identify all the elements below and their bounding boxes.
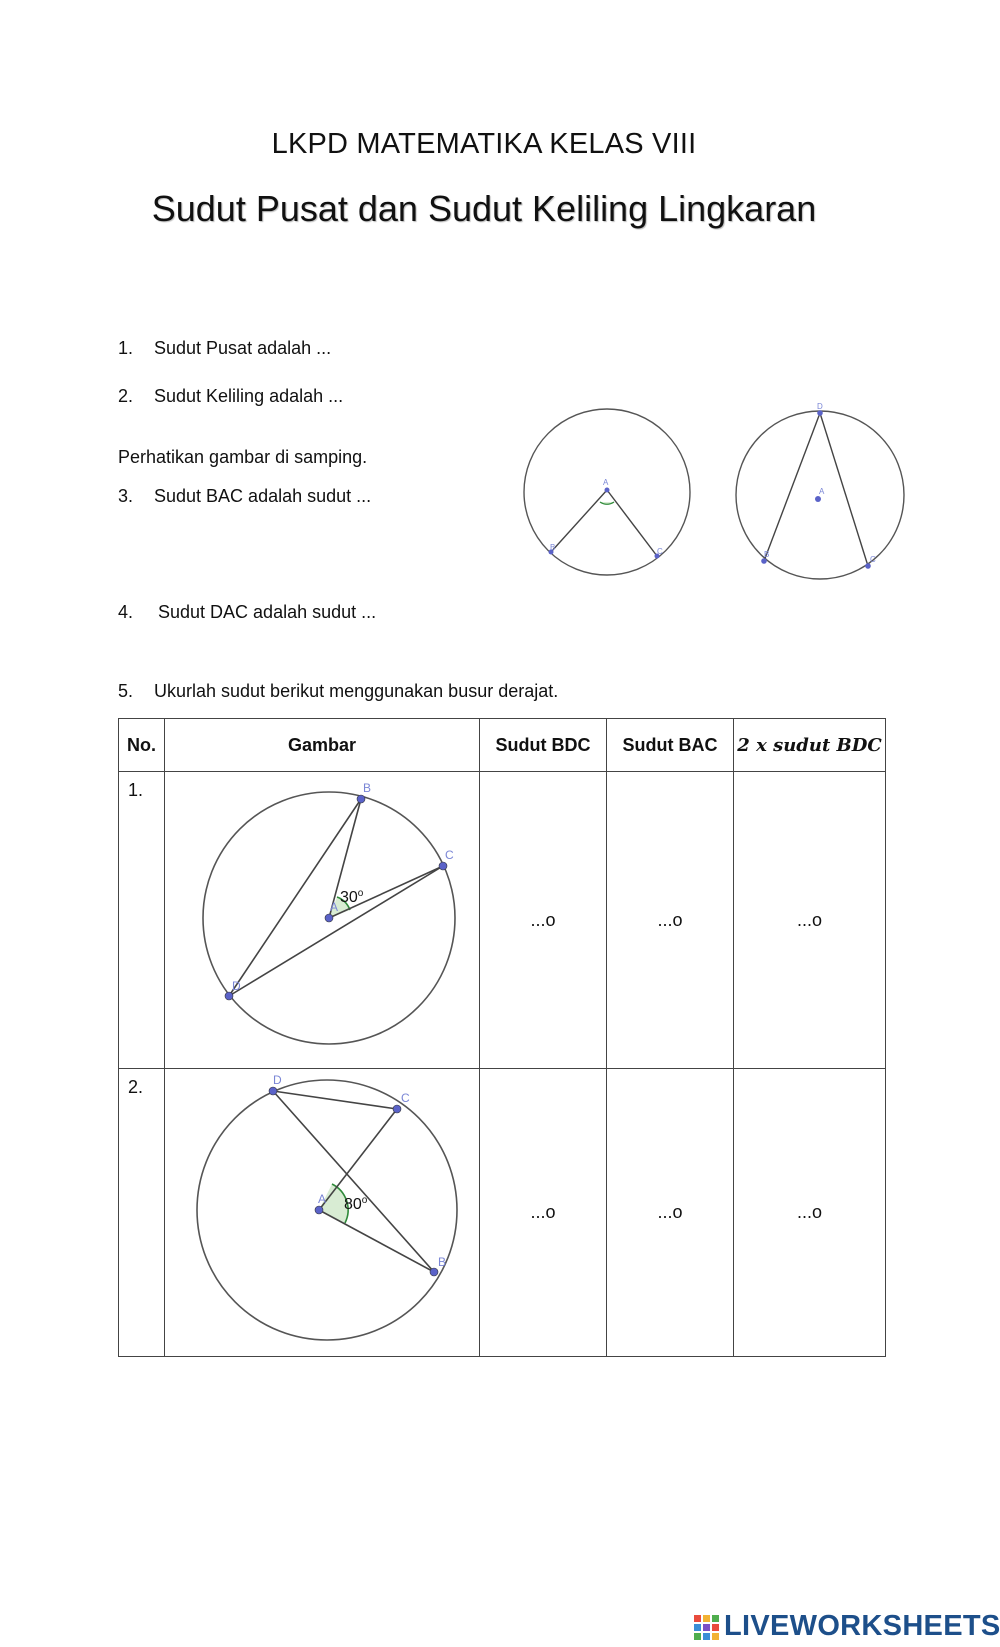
logo-text: LIVEWORKSHEETS [724,1610,1000,1642]
question-text: Sudut BAC adalah sudut ... [154,486,372,506]
instruction-text: Perhatikan gambar di samping. [118,447,368,467]
label-a: A [819,487,825,496]
label-d: D [273,1073,282,1087]
question-number: 4. [118,602,134,622]
point-d [817,410,823,416]
question-3 [118,486,371,507]
answer-sudut-bdc[interactable]: ...o [480,1069,607,1357]
logo-icon [694,1615,720,1641]
point-a [605,488,610,493]
question-5 [118,681,558,702]
header-no: No. [119,719,165,772]
label-a: A [330,900,339,914]
label-d: D [232,979,241,993]
row-number: 1. [119,772,165,1069]
question-2 [118,386,343,407]
point-b [761,558,767,564]
label-c: C [870,555,876,564]
question-number: 5. [118,681,134,701]
question-4 [118,602,376,623]
table-header-row [119,719,886,772]
point-a [815,496,821,502]
point-d [269,1087,277,1095]
answer-sudut-bdc[interactable]: ...o [480,772,607,1069]
question-text: Ukurlah sudut berikut menggunakan busur derajat. [154,681,559,701]
label-d: D [817,402,823,411]
point-d [225,992,233,1000]
table-row [119,772,886,1069]
question-text: Sudut DAC adalah sudut ... [158,602,377,622]
central-angle-figure [515,400,695,590]
row-number: 2. [119,1069,165,1357]
angle-label: 80$^o$ [344,1195,368,1213]
question-number: 3. [118,486,134,506]
point-c [865,563,871,569]
label-b: B [550,543,556,552]
header-sudut-bdc: Sudut BDC [480,719,607,772]
measurement-table [118,718,886,1357]
label-b: B [363,781,372,795]
point-c [393,1105,401,1113]
answer-2x-sudut-bdc[interactable]: ...o [734,1069,886,1357]
label-c: C [657,547,663,556]
figure-1 [165,772,480,1060]
label-a: A [603,478,609,487]
answer-sudut-bac[interactable]: ...o [607,772,734,1069]
question-number: 2. [118,386,134,406]
question-text: Sudut Pusat adalah ... [154,338,332,358]
point-c [439,862,447,870]
answer-2x-sudut-bdc[interactable]: ...o [734,772,886,1069]
label-c: C [401,1091,410,1105]
angle-label: 30$^o$ [340,888,364,906]
label-a: A [318,1192,327,1206]
header-sudut-bac: Sudut BAC [607,719,734,772]
header-2x-sudut-bdc: 2 x sudut BDC [734,719,886,772]
point-b [430,1268,438,1276]
label-c: C [445,848,454,862]
answer-sudut-bac[interactable]: ...o [607,1069,734,1357]
label-b: B [438,1255,447,1269]
question-number: 1. [118,338,134,358]
worksheet-subtitle: Sudut Pusat dan Sudut Keliling Lingkaran [151,188,817,229]
label-b: B [764,550,770,559]
point-a [325,914,333,922]
point-a [315,1206,323,1214]
figure-2 [165,1069,480,1348]
point-b [357,795,365,803]
header-gambar: Gambar [165,719,480,772]
liveworksheets-logo [694,1610,1000,1642]
inscribed-angle-figure [728,398,914,588]
figure-cell [165,772,480,1069]
table-row [119,1069,886,1357]
figure-cell [165,1069,480,1357]
worksheet-title: LKPD MATEMATIKA KELAS VIII [271,128,697,160]
question-text: Sudut Keliling adalah ... [154,386,344,406]
question-1 [118,338,331,359]
